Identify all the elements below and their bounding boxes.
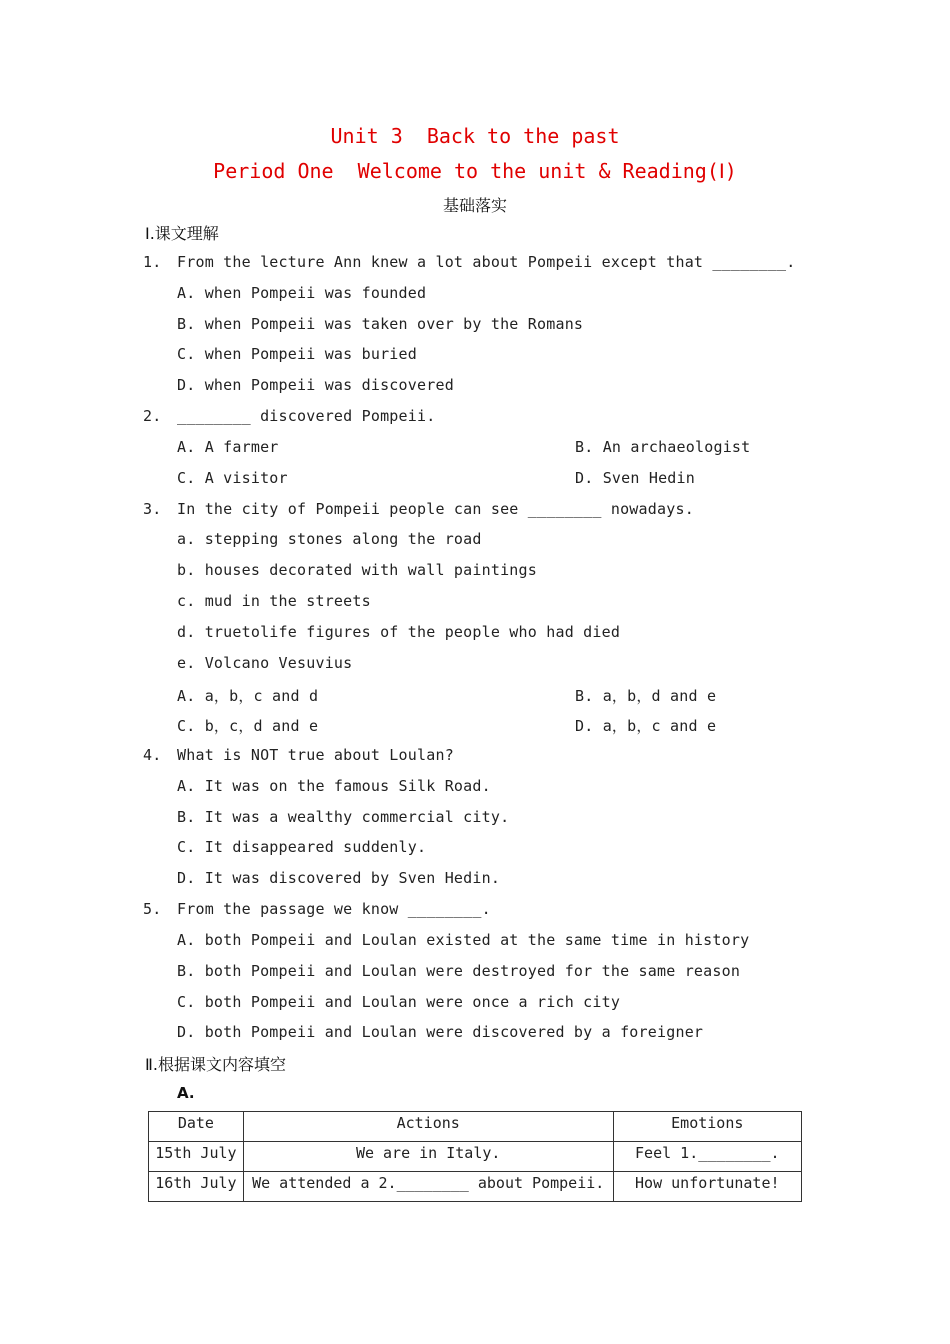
option: A. both Pompeii and Loulan existed at the same time in history [177,931,750,949]
option: B. when Pompeii was taken over by the Romans [177,315,584,333]
option: C. both Pompeii and Loulan were once a rich city [177,993,621,1011]
option: A. A farmer [177,438,279,456]
subsection-label: A. [177,1084,195,1102]
question-stem: What is NOT true about Loulan? [177,746,454,764]
option: C. when Pompeii was buried [177,345,417,363]
table-row [149,1142,802,1172]
option: D. It was discovered by Sven Hedin. [177,869,501,887]
option: B. a，b，d and e [575,687,717,705]
option: A. It was on the famous Silk Road. [177,777,491,795]
option: A. when Pompeii was founded [177,284,427,302]
question-stem: In the city of Pompeii people can see ________ nowadays. [177,500,694,518]
table-cell: We are in Italy. [243,1142,613,1172]
table-header-cell: Actions [243,1112,613,1142]
option: C. b，c，d and e [177,717,319,735]
table-header-cell: Emotions [613,1112,801,1142]
period-title: Period One Welcome to the unit & Reading(Ⅰ) [213,159,737,183]
question-stem: From the passage we know ________. [177,900,491,918]
option: D. a，b，c and e [575,717,717,735]
option: B. both Pompeii and Loulan were destroyed for the same reason [177,962,741,980]
option: B. It was a wealthy commercial city. [177,808,510,826]
diary-table [148,1111,802,1202]
question-number: 3. [143,500,162,518]
table-header-row [149,1112,802,1142]
section-label: 基础落实 [442,196,507,215]
option: C. It disappeared suddenly. [177,838,427,856]
option: D. when Pompeii was discovered [177,376,454,394]
list-item: e. Volcano Vesuvius [177,654,353,672]
unit-title: Unit 3 Back to the past [330,124,620,148]
option: D. Sven Hedin [575,469,695,487]
table-cell: 16th July [149,1172,244,1202]
part1-heading: Ⅰ.课文理解 [145,224,219,243]
question-number: 5. [143,900,162,918]
question-stem: From the lecture Ann knew a lot about Pompeii except that ________. [177,253,796,271]
list-item: c. mud in the streets [177,592,371,610]
table-cell: How unfortunate! [613,1172,801,1202]
option: D. both Pompeii and Loulan were discovered by a foreigner [177,1023,704,1041]
table-header-cell: Date [149,1112,244,1142]
table-cell: Feel 1.________. [613,1142,801,1172]
question-number: 4. [143,746,162,764]
list-item: d. truetolife figures of the people who had died [177,623,621,641]
part2-heading: Ⅱ.根据课文内容填空 [145,1055,286,1074]
list-item: b. houses decorated with wall paintings [177,561,537,579]
table-cell: We attended a 2.________ about Pompeii. [243,1172,613,1202]
option: C. A visitor [177,469,288,487]
question-stem: ________ discovered Pompeii. [177,407,436,425]
question-number: 2. [143,407,162,425]
list-item: a. stepping stones along the road [177,530,482,548]
option: B. An archaeologist [575,438,751,456]
question-number: 1. [143,253,162,271]
option: A. a，b，c and d [177,687,319,705]
table-row [149,1172,802,1202]
table-cell: 15th July [149,1142,244,1172]
